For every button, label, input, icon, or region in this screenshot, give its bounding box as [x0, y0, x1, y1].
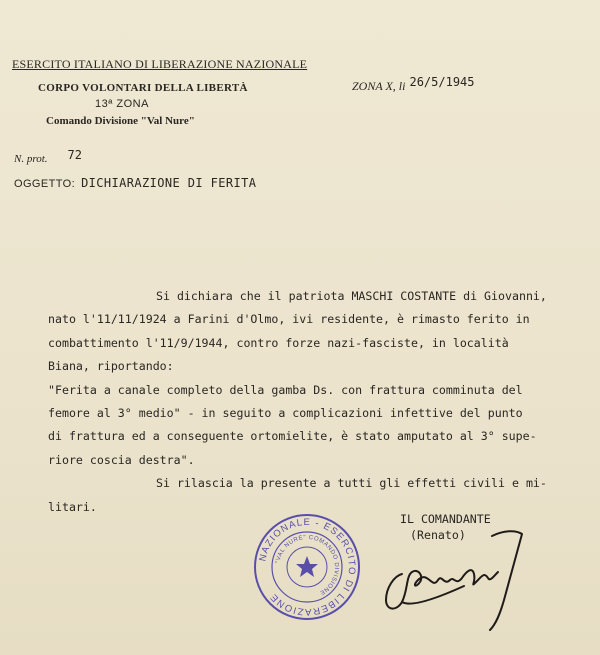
body-line: femore al 3° medio" - in seguito a complicazioni infettive del punto — [48, 405, 523, 420]
signature-title: IL COMANDANTE — [400, 512, 491, 526]
letterhead-zone: 13ª ZONA — [95, 98, 149, 110]
stamp-outer-text: NAZIONALE - ESERCITO DI LIBERAZIONE — [257, 516, 358, 618]
subject-label: OGGETTO: — [14, 178, 76, 190]
handwritten-signature — [372, 516, 542, 636]
body-line: Si dichiara che il patriota MASCHI COSTANTE di Giovanni, — [156, 289, 547, 303]
body-line: combattimento l'11/9/1944, contro forze nazi-fasciste, in località — [48, 335, 509, 350]
letterhead-organization: ESERCITO ITALIANO DI LIBERAZIONE NAZIONALE — [12, 57, 308, 71]
date-line — [352, 75, 475, 94]
body-line: litari. — [48, 499, 97, 514]
stamp-inner-text: "VAL NURE" COMANDO DIVISIONE — [275, 534, 340, 596]
body-line: di frattura ed a conseguente ortomielite, è stato amputato al 3° supe- — [48, 429, 537, 444]
date-value: 26/5/1945 — [409, 75, 475, 89]
protocol-value: 72 — [67, 148, 82, 162]
body-line: "Ferita a canale completo della gamba Ds. con frattura comminuta del — [48, 382, 523, 397]
body-line: riore coscia destra". — [48, 452, 195, 467]
signature-name: (Renato) — [410, 528, 466, 542]
declaration-body — [48, 285, 593, 519]
subject-value: DICHIARAZIONE DI FERITA — [81, 176, 257, 190]
body-line: nato l'11/11/1924 a Farini d'Olmo, ivi residente, è rimasto ferito in — [48, 312, 530, 327]
division-stamp — [252, 512, 362, 622]
body-line: Si rilascia la presente a tutti gli effetti civili e mi- — [156, 476, 547, 491]
date-label: ZONA X, li — [352, 79, 406, 93]
letterhead-corps: CORPO VOLONTARI DELLA LIBERTÀ — [38, 82, 248, 94]
body-line: Biana, riportando: — [48, 359, 174, 374]
protocol-label: N. prot. — [14, 153, 48, 165]
stamp-star-icon — [296, 556, 318, 577]
protocol-line — [14, 148, 82, 165]
subject-line — [14, 176, 256, 190]
letterhead-command: Comando Divisione "Val Nure" — [46, 115, 195, 127]
